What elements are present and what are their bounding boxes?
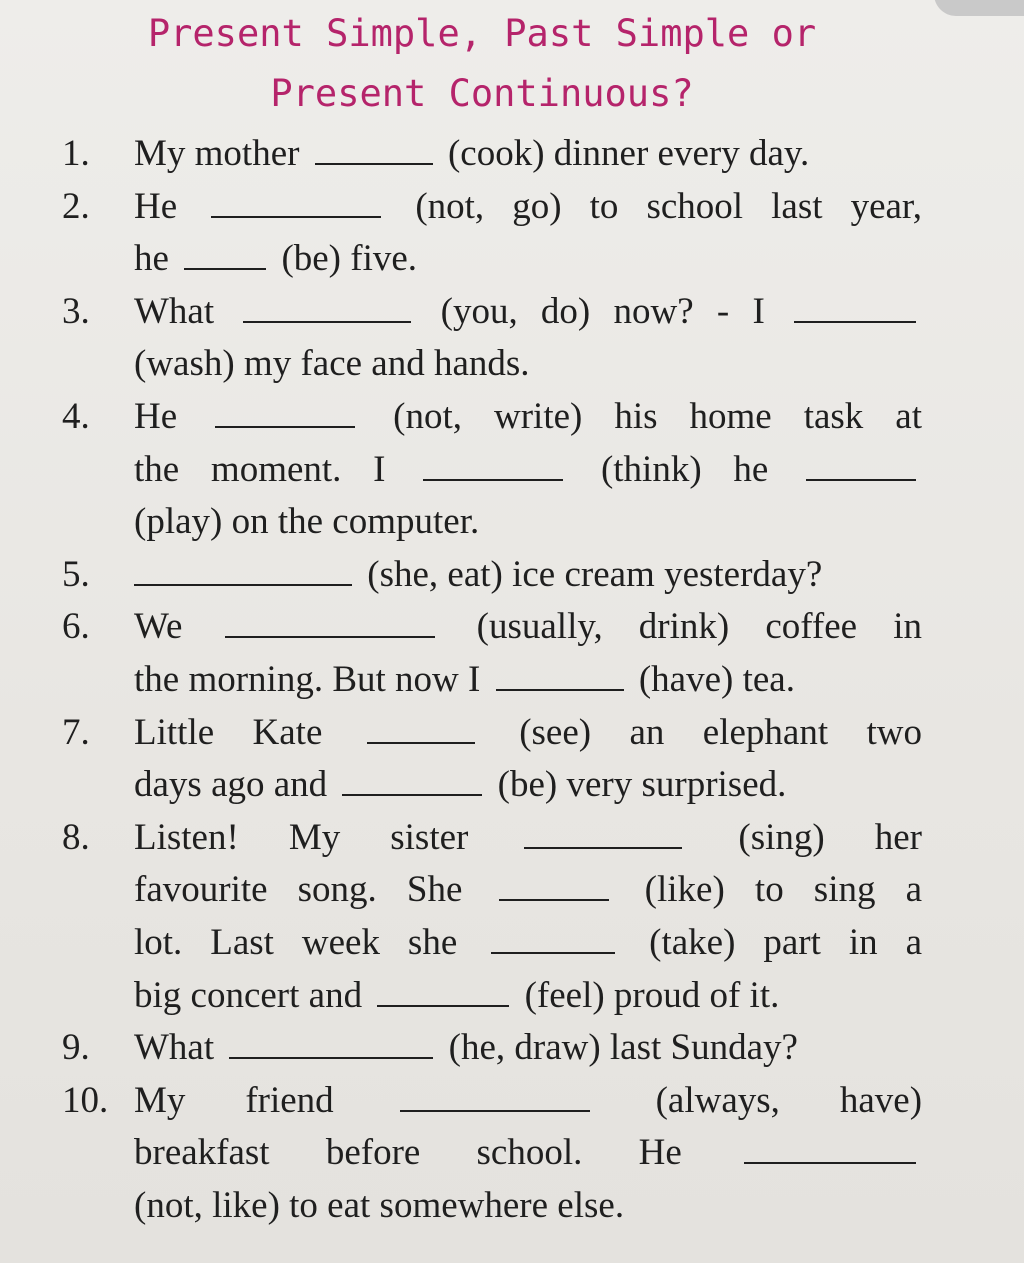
item-text: (be) very surprised.	[497, 764, 787, 806]
exercise-item	[62, 549, 922, 602]
answer-blank[interactable]	[184, 261, 266, 270]
item-text: (cook) dinner every day.	[447, 133, 810, 174]
item-text: We	[134, 606, 183, 648]
item-text: (not, like) to eat somewhere else.	[134, 1184, 625, 1226]
item-line	[134, 444, 922, 497]
item-text: the morning. But now I	[134, 658, 481, 700]
item-text: (play) on the computer.	[134, 501, 480, 543]
item-text: (she, eat) ice cream yesterday?	[367, 553, 823, 595]
item-number: 4.	[62, 395, 90, 437]
item-text: (always, have)	[655, 1079, 923, 1121]
item-line	[134, 1022, 922, 1075]
answer-blank[interactable]	[499, 892, 609, 901]
item-text: the moment. I	[134, 448, 386, 490]
item-number: 10.	[62, 1079, 109, 1121]
answer-blank[interactable]	[377, 997, 509, 1006]
item-text: breakfast before school. He	[134, 1132, 682, 1174]
item-text: My mother	[134, 133, 300, 174]
answer-blank[interactable]	[367, 734, 475, 743]
exercise-list	[62, 128, 922, 1232]
exercise-item	[62, 128, 922, 181]
item-line	[134, 917, 922, 970]
answer-blank[interactable]	[744, 1155, 916, 1164]
item-text: (sing) her	[738, 816, 923, 858]
item-text: (see) an elephant two	[519, 711, 923, 753]
item-text: (take) part in a	[649, 921, 922, 963]
item-text: What	[134, 1027, 215, 1069]
item-text: (feel) proud of it.	[524, 974, 780, 1016]
item-text: He	[134, 185, 178, 227]
exercise-item	[62, 601, 922, 706]
answer-blank[interactable]	[243, 313, 411, 322]
item-text: (be) five.	[281, 238, 418, 280]
exercise-item	[62, 812, 922, 1022]
item-number: 7.	[62, 711, 90, 753]
answer-blank[interactable]	[806, 471, 916, 480]
item-line	[134, 1180, 922, 1233]
answer-blank[interactable]	[229, 1050, 433, 1059]
item-text: Listen! My sister	[134, 816, 469, 858]
item-text: (wash) my face and hands.	[134, 343, 530, 385]
item-text: He	[134, 395, 178, 437]
exercise-item	[62, 286, 922, 391]
item-text: (like) to sing a	[644, 869, 923, 911]
item-number: 9.	[62, 1027, 90, 1069]
item-line	[134, 181, 922, 234]
item-text: days ago and	[134, 764, 328, 806]
item-text: (usually, drink) coffee in	[476, 606, 922, 648]
item-line	[134, 338, 922, 391]
item-line	[134, 391, 922, 444]
item-text: (not, write) his home task at	[393, 395, 923, 437]
item-line	[134, 549, 922, 602]
exercise-item	[62, 391, 922, 549]
item-line	[134, 654, 922, 707]
item-text: (you, do) now? - I	[440, 290, 765, 332]
item-line	[134, 812, 922, 865]
item-line	[134, 1127, 922, 1180]
item-number: 2.	[62, 185, 90, 227]
worksheet-title-line-1: Present Simple, Past Simple or	[147, 12, 817, 55]
item-line	[134, 707, 922, 760]
answer-blank[interactable]	[134, 576, 352, 585]
item-line	[134, 128, 922, 181]
item-number: 8.	[62, 816, 90, 858]
exercise-item	[62, 181, 922, 286]
exercise-item	[62, 707, 922, 812]
answer-blank[interactable]	[524, 839, 682, 848]
item-text: (he, draw) last Sunday?	[448, 1027, 798, 1069]
item-line	[134, 970, 922, 1023]
answer-blank[interactable]	[496, 682, 624, 691]
item-text: My friend	[134, 1079, 334, 1121]
item-text: he	[134, 238, 169, 280]
item-line	[134, 496, 922, 549]
exercise-item	[62, 1022, 922, 1075]
exercise-item	[62, 1075, 922, 1233]
item-text: favourite song. She	[134, 869, 463, 911]
answer-blank[interactable]	[491, 945, 615, 954]
answer-blank[interactable]	[315, 156, 433, 165]
item-text: lot. Last week she	[134, 921, 458, 963]
answer-blank[interactable]	[342, 787, 482, 796]
answer-blank[interactable]	[400, 1102, 590, 1111]
item-text: Little Kate	[134, 711, 323, 753]
answer-blank[interactable]	[423, 471, 563, 480]
item-text: (not, go) to school last year,	[415, 185, 923, 227]
item-line	[134, 601, 922, 654]
item-number: 5.	[62, 553, 90, 595]
item-number: 3.	[62, 290, 90, 332]
item-text: big concert and	[134, 974, 363, 1016]
answer-blank[interactable]	[215, 419, 355, 428]
worksheet-title-line-2: Present Continuous?	[270, 72, 694, 115]
item-text: What	[134, 290, 215, 332]
answer-blank[interactable]	[225, 629, 435, 638]
answer-blank[interactable]	[794, 313, 916, 322]
item-line	[134, 864, 922, 917]
item-line	[134, 1075, 922, 1128]
item-line	[134, 759, 922, 812]
item-line	[134, 286, 922, 339]
item-number: 6.	[62, 606, 90, 648]
answer-blank[interactable]	[211, 208, 381, 217]
item-text: (have) tea.	[638, 658, 795, 700]
item-text: (think) he	[600, 448, 769, 490]
item-number: 1.	[62, 133, 90, 174]
item-line	[134, 233, 922, 286]
